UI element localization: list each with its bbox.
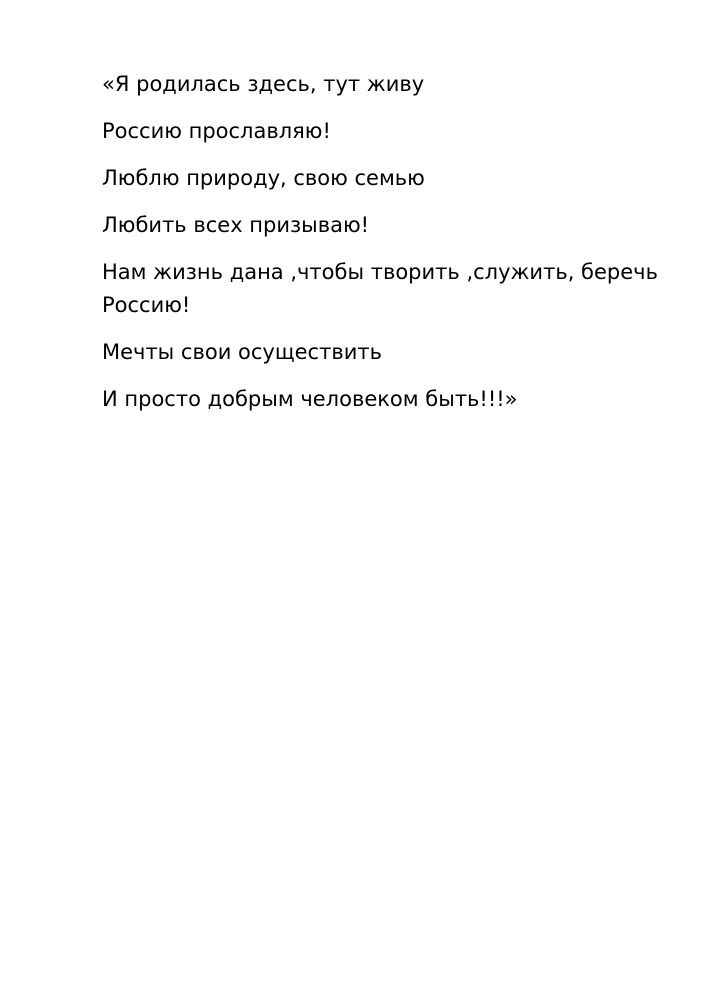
poem-text bbox=[102, 68, 672, 430]
poem-line: И просто добрым человеком быть!!!» bbox=[102, 387, 518, 411]
poem-line: «Я родилась здесь, тут живу bbox=[102, 72, 425, 96]
poem-line: Люблю природу, свою семью bbox=[102, 166, 425, 190]
poem-line: Россию прославляю! bbox=[102, 119, 331, 143]
poem-line: Мечты свои осуществить bbox=[102, 340, 382, 364]
poem-line: Нам жизнь дана ,чтобы творить ,служить, беречь Россию! bbox=[102, 260, 658, 317]
poem-line: Любить всех призываю! bbox=[102, 213, 370, 237]
